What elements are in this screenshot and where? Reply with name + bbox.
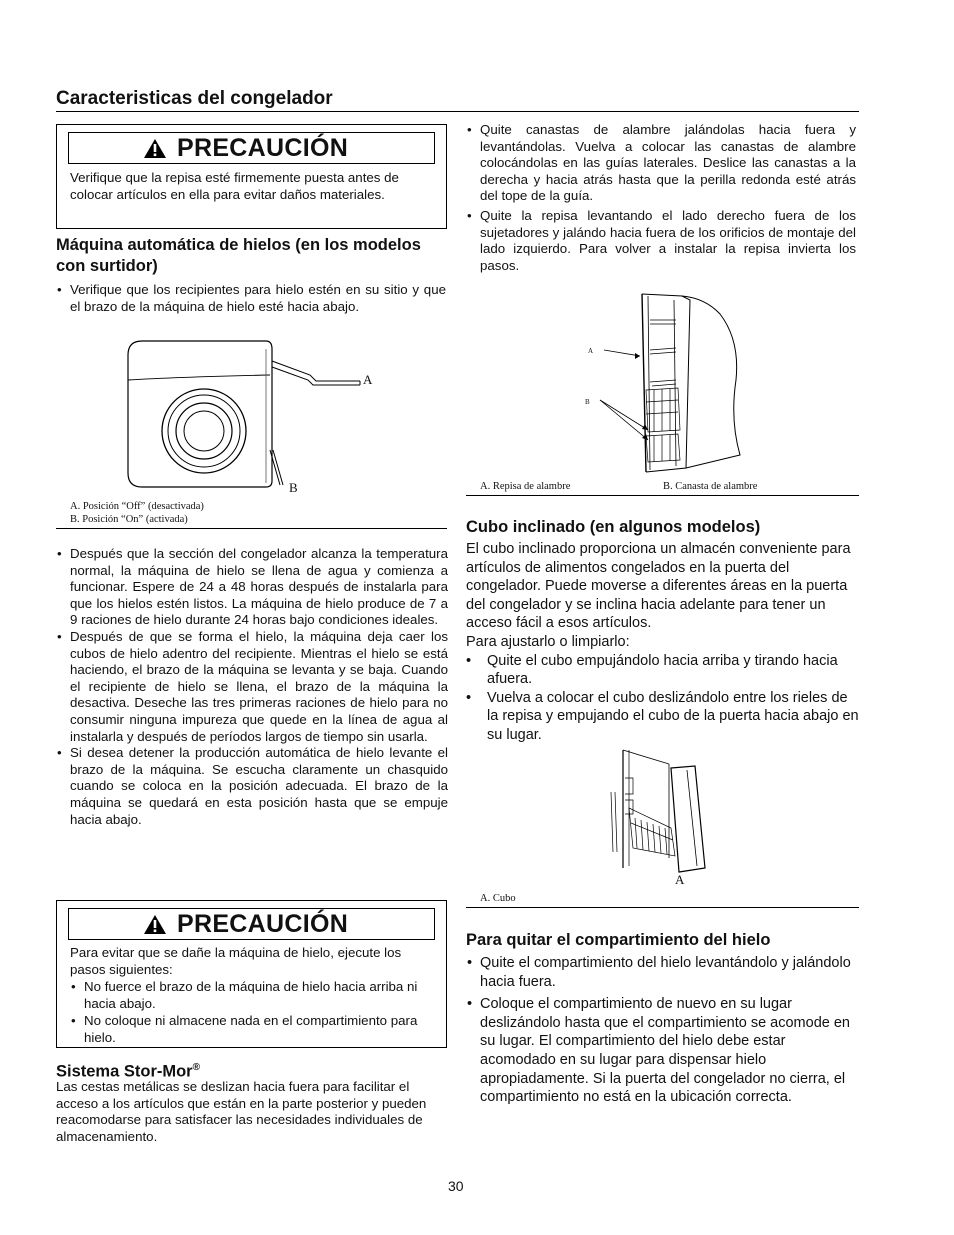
caution-text: Verifique que la repisa esté firmemente puesta antes de colocar artículos en ella para evitar daños materiales. <box>70 170 399 202</box>
list-item: • Coloque el compartimiento de nuevo en su lugar deslizándolo hasta que el compartimiento se acomode en su lugar. El compartimiento del hielo debe estar acomodado en su lugar para dispensar hielo apropiadamente. Si la puerta del congelador no cierra, el compartimiento no está en la ubicación correcta. <box>466 995 859 1107</box>
shelf-bullets <box>466 122 856 274</box>
figure-label-a: A <box>363 372 373 387</box>
page-number: 30 <box>448 1178 464 1194</box>
warning-triangle-icon <box>143 914 167 935</box>
section-heading-stormor: Sistema Stor-Mor® <box>56 1062 200 1081</box>
icemaker-intro <box>56 282 446 315</box>
tilt-bin-illustration <box>605 748 720 873</box>
caution-intro: Para evitar que se dañe la máquina de hielo, ejecute los pasos siguientes: <box>70 945 402 977</box>
caution-box-icemaker <box>56 900 447 1048</box>
figure-caption-a: A. Posición “Off” (desactivada) <box>70 501 204 512</box>
stormor-text: Las cestas metálicas se deslizan hacia fuera para facilitar el acceso a los artículos que están en la parte posterior y pueden reacomodarse para satisfacer las necesidades individuales de almacenamiento. <box>56 1079 427 1144</box>
list-item: • Verifique que los recipientes para hielo estén en su sitio y que el brazo de la máquina de hielo esté hacia abajo. <box>56 282 446 315</box>
caution-heading: PRECAUCIÓN <box>177 133 349 162</box>
figure-rule <box>56 528 447 529</box>
ice-bin-bullets <box>466 954 859 1107</box>
registered-mark: ® <box>192 1062 200 1073</box>
list-item: • No fuerce el brazo de la máquina de hielo hacia arriba ni hacia abajo. <box>70 978 436 1012</box>
section-heading-ice-bin: Para quitar el compartimiento del hielo <box>466 931 771 949</box>
figure-rule <box>466 907 859 908</box>
figure-label-b: B <box>585 398 590 406</box>
figure-caption-a: A. Repisa de alambre <box>480 481 571 492</box>
list-item: • Vuelva a colocar el cubo deslizándolo entre los rieles de la repisa y empujando el cubo de la puerta hacia abajo en su lugar. <box>466 689 859 745</box>
list-item: • Quite el compartimiento del hielo levantándolo y jalándolo hacia fuera. <box>466 954 859 991</box>
caution-header <box>68 132 435 164</box>
caution-header <box>68 908 435 940</box>
icemaker-illustration <box>120 335 380 500</box>
list-item: • Quite la repisa levantando el lado derecho fuera de los sujetadores y jalándo hacia fuera de los orificios de montaje del lado izquierdo. Para volver a instalar la repisa invierta los pasos. <box>466 208 856 274</box>
list-item: • No coloque ni almacene nada en el compartimiento para hielo. <box>70 1012 436 1046</box>
figure-caption-a: A. Cubo <box>480 893 516 904</box>
list-item: • Si desea detener la producción automática de hielo levante el brazo de la máquina. Se escucha claramente un chasquido cuando se coloca en la posición adecuada. El brazo de la máquina se quedará en esta posición hasta que se empuje hacia abajo. <box>56 745 448 828</box>
caution-heading: PRECAUCIÓN <box>177 909 349 938</box>
list-item: • Después de que se forma el hielo, la máquina deja caer los cubos de hielo adentro del recipiente. Mientras el hielo se está haciendo, el brazo de la máquina se levanta y se baja. Cuando el recipiente de hielo se llena, el brazo de la máquina la desactiva. Deseche las tres primeras raciones de hielo para no consumir ninguna impureza que quede en la línea de agua al instalarla y después de períodos largos de tiempo sin usarla. <box>56 629 448 745</box>
list-item: • Después que la sección del congelador alcanza la temperatura normal, la máquina de hielo se llena de agua y comienza a funcionar. Espere de 24 a 48 horas después de instalarla para que los hielos estén listos. La máquina de hielo produce de 7 a 9 raciones de hielo durante 24 horas bajo condiciones ideales. <box>56 546 448 629</box>
figure-label-a: A <box>588 347 594 355</box>
tilt-bin-text: El cubo inclinado proporciona un almacén conveniente para artículos de alimentos congelados en la puerta del congelador. Puede moverse a diferentes áreas en la puerta del congelador y se inclina hacia adelante para tener un acceso fácil a esos artículos. <box>466 541 851 632</box>
caution-text <box>70 944 436 1046</box>
tilt-bin-sub: Para ajustarlo o limpiarlo: <box>466 633 630 650</box>
figure-caption-b: B. Posición “On” (activada) <box>70 514 188 525</box>
list-item: • Quite canastas de alambre jalándolas hacia fuera y levantándolas. Vuelva a colocar las canastas de alambre colocándolas en las guías laterales. Deslice las canastas a la derecha y hacia atrás hasta que la perilla redonda esté atrás del tope de la guía. <box>466 122 856 205</box>
warning-triangle-icon <box>143 138 167 159</box>
icemaker-bullets <box>56 546 448 828</box>
figure-caption-b: B. Canasta de alambre <box>663 481 758 492</box>
figure-label-b: B <box>289 480 298 495</box>
figure-rule <box>466 495 859 496</box>
list-item: • Quite el cubo empujándolo hacia arriba y tirando hacia afuera. <box>466 652 859 689</box>
tilt-bin-body <box>466 540 859 745</box>
title-rule <box>56 111 859 112</box>
caution-box-shelf <box>56 124 447 229</box>
freezer-shelves-illustration <box>590 290 750 475</box>
page-title: Caracteristicas del congelador <box>56 88 333 109</box>
section-heading-icemaker: Máquina automática de hielos (en los modelos con surtidor) <box>56 236 421 275</box>
figure-label-a: A <box>675 872 685 887</box>
section-heading-tilt-bin: Cubo inclinado (en algunos modelos) <box>466 518 761 536</box>
